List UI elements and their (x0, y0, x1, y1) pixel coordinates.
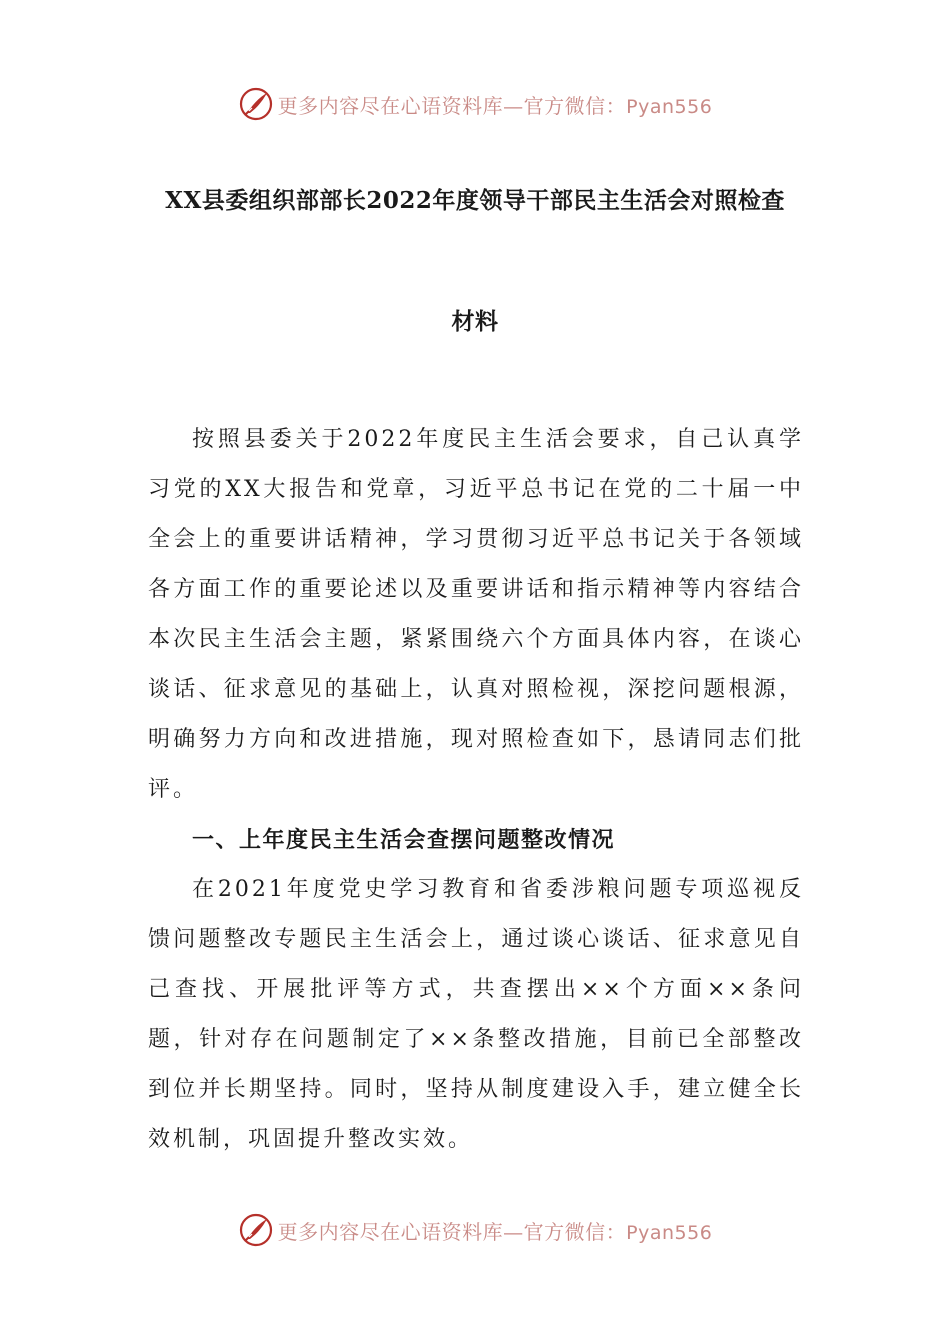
wechat-id: Pyan556 (626, 1221, 713, 1244)
watermark-text: 更多内容尽在心语资料库—官方微信：Pyan556 (277, 93, 713, 118)
wechat-id: Pyan556 (626, 95, 713, 118)
watermark-text: 更多内容尽在心语资料库—官方微信：Pyan556 (277, 1219, 713, 1244)
section-heading-1: 一、上年度民主生活会查摆问题整改情况 (192, 827, 616, 853)
watermark-footer (0, 1210, 950, 1250)
section-paragraph-1: 在2021年度党史学习教育和省委涉粮问题专项巡视反馈问题整改专题民主生活会上，通过谈心谈话、征求意见自己查找、开展批评等方式，共查摆出××个方面××条问题，针对存在问题制定了××条整改措施，目前已全部整改到位并长期坚持。同时，坚持从制度建设入手，建立健全长效机制，巩固提升整改实效。 (148, 877, 804, 1152)
watermark-header (0, 84, 950, 124)
document-body (148, 415, 804, 1165)
document-title-line2: 材料 (451, 308, 499, 335)
intro-paragraph: 按照县委关于2022年度民主生活会要求，自己认真学习党的XX大报告和党章，习近平总书记在党的二十届一中全会上的重要讲话精神，学习贯彻习近平总书记关于各领域各方面工作的重要论述以及重要讲话和指示精神等内容结合本次民主生活会主题，紧紧围绕六个方面具体内容，在谈心谈话、征求意见的基础上，认真对照检视，深挖问题根源，明确努力方向和改进措施，现对照检查如下，恳请同志们批评。 (148, 427, 804, 802)
quill-logo-icon (238, 86, 274, 122)
document-title-line1: XX县委组织部部长2022年度领导干部民主生活会对照检查 (165, 187, 785, 214)
quill-logo-icon (238, 1212, 274, 1248)
